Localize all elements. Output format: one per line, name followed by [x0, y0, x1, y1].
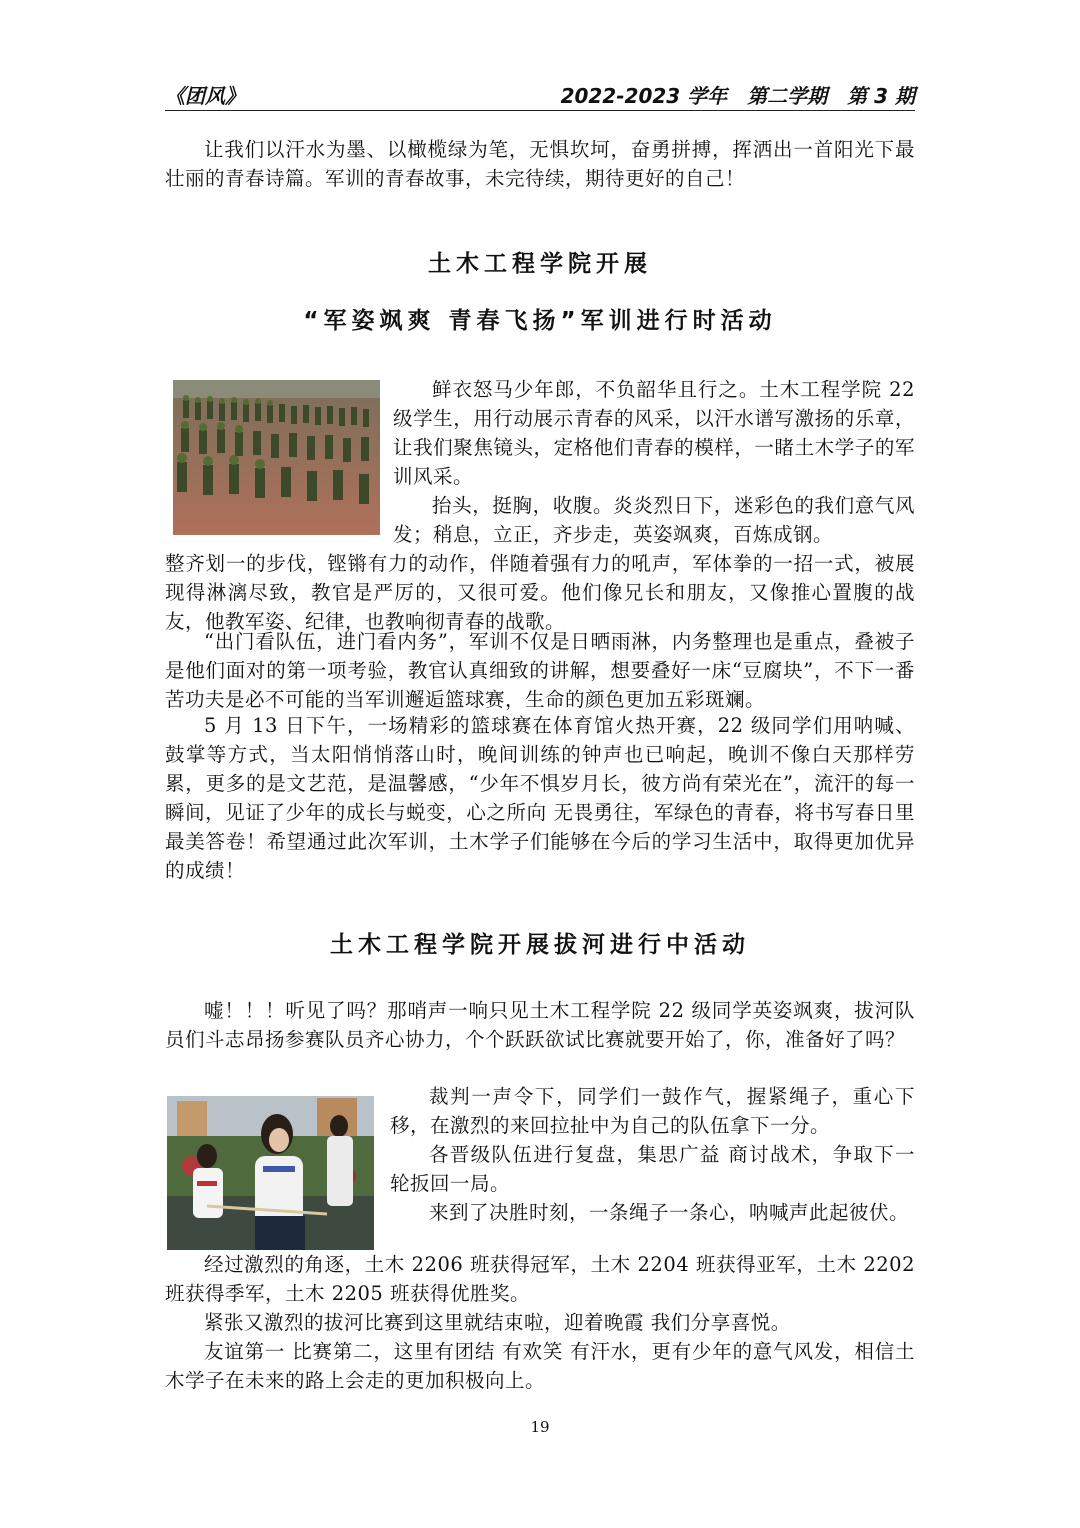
article1-side-p1: 鲜衣怒马少年郎，不负韶华且行之。土木工程学院 22 级学生，用行动展示青春的风采，以汗水谱写激扬的乐章，让我们聚焦镜头，定格他们青春的模样，一睹土木学子的军训风采。 — [393, 378, 915, 488]
article1-paragraph-continued: 整齐划一的步伐，铿锵有力的动作，伴随着强有力的吼声，军体拳的一招一式，被展现得淋漓尽致，教官是严厉的，又很可爱。他们像兄长和朋友，又像推心置腹的战友，他教军姿、纪律，也教响彻青春的战歌。 — [165, 552, 915, 633]
article1-side-text — [393, 375, 915, 549]
journal-name: 《团风》 — [165, 84, 245, 108]
article2-paragraph-results: 经过激烈的角逐，土木 2206 班获得冠军，土木 2204 班获得亚军，土木 2202 班获得季军，土木 2205 班获得优胜奖。 — [165, 1253, 915, 1305]
article1-side-p2: 抬头，挺胸，收腹。炎炎烈日下，迷彩色的我们意气风发；稍息，立正，齐步走，英姿飒爽，百炼成钢。 — [393, 494, 915, 546]
military-drill-photo — [173, 380, 380, 535]
article1-title-line2: “军姿飒爽 青春飞扬”军训进行时活动 — [303, 308, 777, 334]
article1-paragraph-4: 5 月 13 日下午，一场精彩的篮球赛在体育馆火热开赛，22 级同学们用呐喊、鼓掌等方式，当太阳悄悄落山时，晚间训练的钟声也已响起，晚训不像白天那样劳累，更多的是文艺范，是温馨感，“少年不惧岁月长，彼方尚有荣光在”，流汗的每一瞬间，见证了少年的成长与蜕变，心之所向 无畏勇往，军绿色的青春，将书写春日里最美答卷！希望通过此次军训，土木学子们能够在今后的学习生活中，取得更加优异的成绩！ — [165, 714, 915, 882]
header-rule — [165, 110, 915, 111]
article2-paragraph-1: 嘘！！！听见了吗？那哨声一响只见土木工程学院 22 级同学英姿飒爽，拔河队员们斗志昂扬参赛队员齐心协力，个个跃跃欲试比赛就要开始了，你，准备好了吗？ — [165, 999, 915, 1051]
article2-side-p2: 各晋级队伍进行复盘，集思广益 商讨战术，争取下一轮扳回一局。 — [390, 1143, 915, 1195]
article2-side-text — [390, 1082, 915, 1227]
article2-side-p3: 来到了决胜时刻，一条绳子一条心，呐喊声此起彼伏。 — [429, 1201, 910, 1224]
article1-title-line1: 土木工程学院开展 — [428, 251, 652, 277]
article2-paragraph-5: 紧张又激烈的拔河比赛到这里就结束啦，迎着晚霞 我们分享喜悦。 — [204, 1311, 791, 1334]
page-number: 19 — [530, 1418, 550, 1436]
article2-title: 土木工程学院开展拔河进行中活动 — [330, 932, 750, 958]
article2-side-p1: 裁判一声令下，同学们一鼓作气，握紧绳子，重心下移，在激烈的来回拉扯中为自己的队伍拿下一分。 — [390, 1085, 915, 1137]
intro-paragraph: 让我们以汗水为墨、以橄榄绿为笔，无惧坎坷，奋勇拼搏，挥洒出一首阳光下最壮丽的青春诗篇。军训的青春故事，未完待续，期待更好的自己！ — [165, 138, 915, 190]
issue-info: 2022-2023 学年 第二学期 第 3 期 — [560, 84, 915, 108]
tug-of-war-photo — [167, 1096, 374, 1250]
article2-paragraph-6: 友谊第一 比赛第二，这里有团结 有欢笑 有汗水，更有少年的意气风发，相信土木学子在未来的路上会走的更加积极向上。 — [165, 1340, 915, 1392]
article1-paragraph-3: “出门看队伍，进门看内务”，军训不仅是日晒雨淋，内务整理也是重点，叠被子是他们面对的第一项考验，教官认真细致的讲解，想要叠好一床“豆腐块”，不下一番苦功夫是必不可能的当军训邂逅篮球赛，生命的颜色更加五彩斑斓。 — [165, 630, 915, 711]
